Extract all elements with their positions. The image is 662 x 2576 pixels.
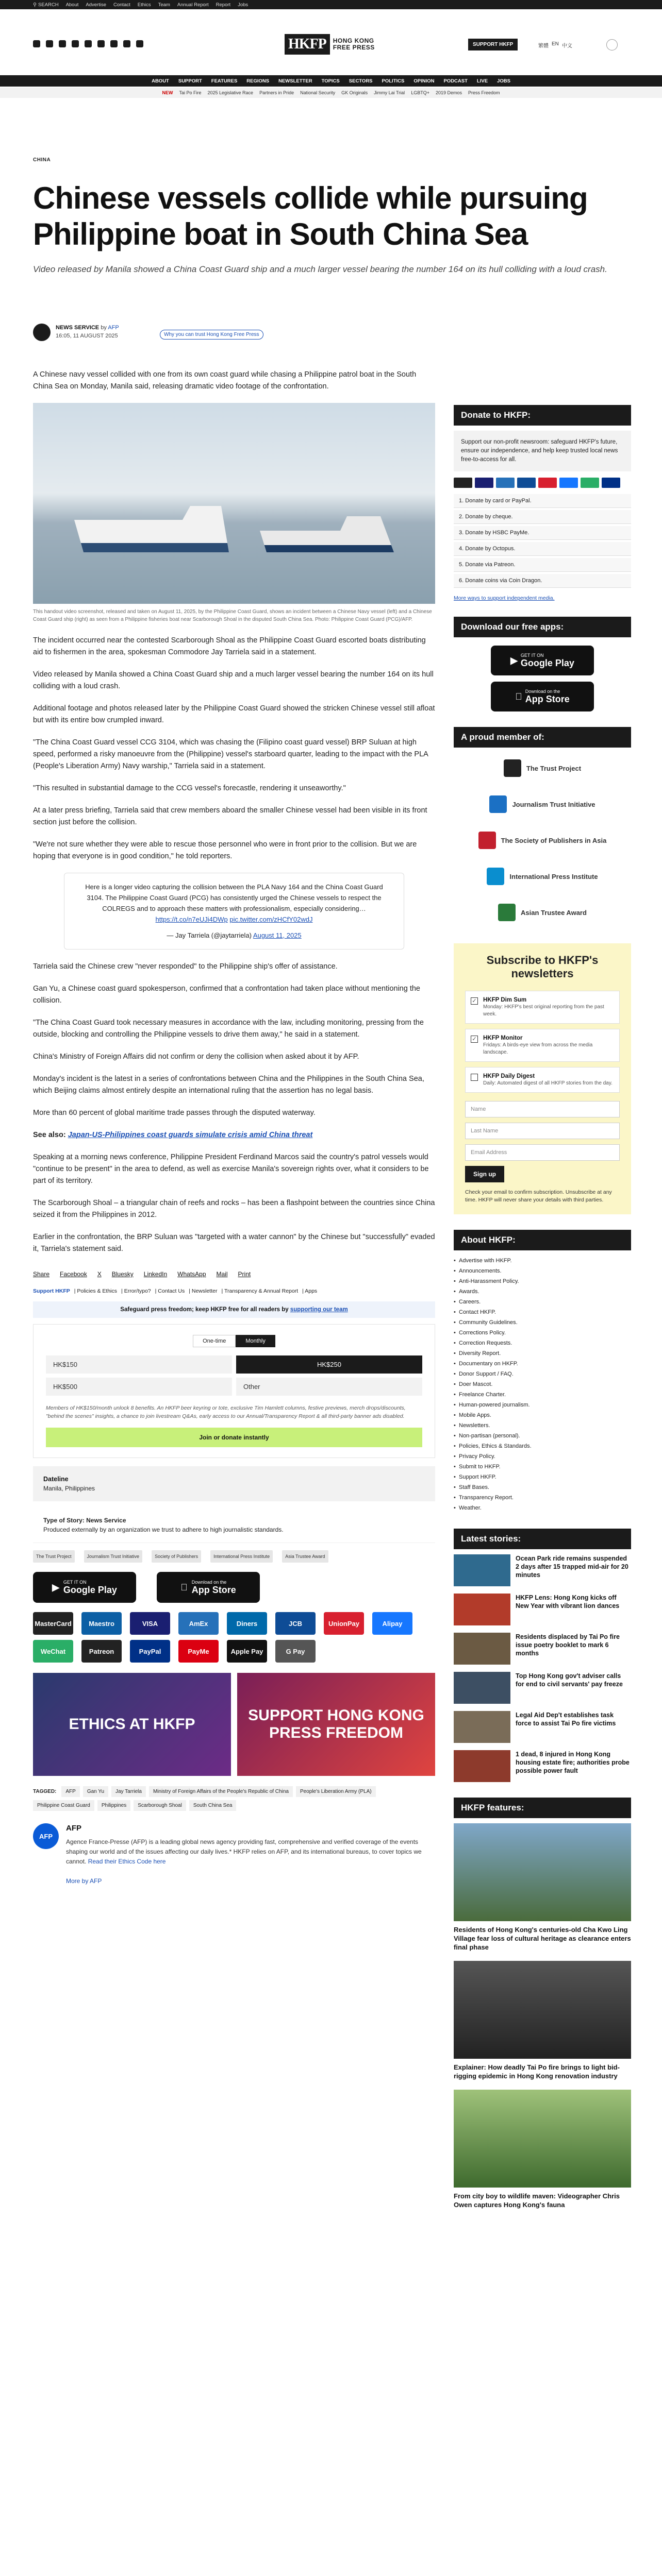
site-logo[interactable]: [285, 34, 375, 55]
about-link[interactable]: • Advertise with HKFP.: [454, 1256, 631, 1266]
logo-wordmark: HKFP: [285, 34, 330, 55]
article-paragraph: Speaking at a morning news conference, Philippine President Ferdinand Marcos said the country's patrol vessels would "continue to be present" in the area to defend, as well as exercise Manila's sovereign rights over, what it considers to be part of its territory.: [33, 1153, 429, 1185]
article-paragraph: Additional footage and photos released later by the Philippine Coast Guard showed the stricken Chinese vessel still afloat but with its entire bow crumpled inward.: [33, 704, 435, 724]
newsletter-title: Subscribe to HKFP's newsletters: [486, 954, 599, 980]
footer-link[interactable]: Support HKFP: [33, 1288, 70, 1294]
donate-option[interactable]: 3. Donate by HSBC PayMe.: [454, 526, 631, 540]
nav-jobs[interactable]: JOBS: [497, 78, 510, 84]
see-also: See also: Japan-US-Philippines coast guards simulate crisis amid China threat: [33, 1131, 313, 1139]
byline-agency[interactable]: AFP: [108, 325, 119, 331]
tag[interactable]: People's Liberation Army (PLA): [296, 1786, 376, 1797]
article-paragraph: "The China Coast Guard vessel CCG 3104, which was chasing the (Filipino coast guard vessel) BRP Suluan at high speed, performed a risky manoeuvre from the (Philippine) vessel's starboard quarter, leading to the impact with the PLA (People's Liberation Army) Navy warship," Tarriela said in a statement.: [33, 738, 428, 770]
article-category[interactable]: CHINA: [33, 157, 51, 163]
tweet-text: Here is a longer video capturing the collision between the PLA Navy 164 and the China Coast Guard 3104. The Philippine Coast Guard (PCG) has consistently urged the Chinese vessels to respect the COLREGS and to approach these matters with professionalism, especially considering…: [85, 883, 383, 912]
article-photo: [33, 403, 435, 604]
tweet-link[interactable]: https://t.co/n7eUJi4DWp: [155, 916, 228, 923]
tweet-pic-link[interactable]: pic.twitter.com/zHCfY02wdJ: [229, 916, 313, 923]
share-linkedin[interactable]: LinkedIn: [143, 1270, 168, 1278]
story-thumbnail[interactable]: [454, 1633, 510, 1665]
donation-widget: [33, 1324, 435, 1458]
share-bluesky[interactable]: Bluesky: [111, 1270, 134, 1278]
tag[interactable]: Gan Yu: [83, 1786, 108, 1797]
about-link[interactable]: • Transparency Report.: [454, 1493, 631, 1503]
story-headline[interactable]: Top Hong Kong gov't adviser calls for end to civil servants' pay freeze: [516, 1672, 623, 1688]
newsletter-option-digest[interactable]: HKFP Daily Digest Daily: Automated digest of all HKFP stories from the day.: [465, 1067, 620, 1093]
tag[interactable]: Philippines: [97, 1800, 130, 1811]
article-paragraph: The Scarborough Shoal – a triangular chain of reefs and rocks – has been a flashpoint between the countries since China seized it from the Philippines in 2012.: [33, 1199, 435, 1219]
patreon-icon: Patreon: [81, 1640, 122, 1663]
nav-regions[interactable]: REGIONS: [246, 78, 270, 84]
article-paragraph: Video released by Manila showed a China Coast Guard ship and a much larger vessel bearing the number 164 on its hull colliding with a loud crash.: [33, 670, 434, 690]
email-input[interactable]: Email Address: [465, 1144, 620, 1161]
checkbox[interactable]: ✓: [471, 997, 478, 1005]
rss-icon[interactable]: [136, 40, 143, 47]
about-link[interactable]: • Documentary on HKFP.: [454, 1359, 631, 1369]
youtube-icon[interactable]: [85, 40, 92, 47]
telegram-icon[interactable]: [110, 40, 118, 47]
jti-logo[interactable]: Journalism Trust Initiative: [84, 1550, 143, 1563]
about-link[interactable]: • Weather.: [454, 1503, 631, 1513]
feature-headline[interactable]: From city boy to wildlife maven: Videographer Chris Owen captures Hong Kong's fauna: [454, 2192, 620, 2209]
apple-pay-icon: Apple Pay: [227, 1640, 267, 1663]
trust-link[interactable]: Why you can trust Hong Kong Free Press: [160, 330, 263, 340]
mastercard-icon: MasterCard: [33, 1612, 73, 1635]
footer-link[interactable]: Transparency & Annual Report: [224, 1288, 299, 1294]
tweet-date[interactable]: August 11, 2025: [253, 931, 302, 939]
author-bio: Agence France-Presse (AFP) is a leading global news agency providing fast, comprehensive and verified coverage of the events shaping our world and of the issues affecting our daily lives.* HKFP relies on AFP, and its international bureaus, to cover topics we cannot.: [66, 1838, 422, 1865]
story-thumbnail[interactable]: [454, 1711, 510, 1743]
amount-option[interactable]: Other: [236, 1378, 422, 1396]
signup-button[interactable]: Sign up: [465, 1166, 504, 1182]
donation-note: Members of HK$150/month unlock 8 benefits. An HKFP beer keyring or tote, exclusive Tim Hamlett columns, festive previews, merch drops/discounts, "behind the scenes" insights, a chance to join livestream Q&As, early access to our Annual/Transparency Report & all third-party banner ads disabled.: [46, 1405, 406, 1419]
latest-heading: Latest stories:: [454, 1529, 631, 1549]
author-info: [66, 1823, 435, 1886]
unionpay-icon: [538, 478, 557, 488]
apple-icon: [515, 691, 522, 702]
top-utility-bar: [0, 0, 662, 9]
tag[interactable]: Jay Tarriela: [111, 1786, 146, 1797]
alipay-icon: [559, 478, 578, 488]
ethics-code-link[interactable]: Read their Ethics Code here: [88, 1858, 166, 1865]
trending-label: NEW: [162, 90, 173, 95]
sidebar: [454, 405, 631, 2218]
nav-politics[interactable]: POLITICS: [382, 78, 405, 84]
topbar-search[interactable]: ⚲ SEARCH: [33, 2, 59, 8]
story-thumbnail[interactable]: [454, 1594, 510, 1625]
newsletter-option-dimsum[interactable]: ✓ HKFP Dim Sum Monday: HKFP's best original reporting from the past week.: [465, 991, 620, 1024]
newsletter-note: Check your email to confirm subscription. Unsubscribe at any time. HKFP will never share your details with third parties.: [465, 1189, 612, 1203]
about-link[interactable]: • Diversity Report.: [454, 1348, 631, 1359]
member-logo[interactable]: Journalism Trust Initiative: [454, 789, 631, 820]
support-banner[interactable]: SUPPORT HONG KONG PRESS FREEDOM: [237, 1673, 435, 1776]
about-link[interactable]: • Privacy Policy.: [454, 1451, 631, 1462]
about-link[interactable]: • Correction Requests.: [454, 1338, 631, 1348]
member-logo[interactable]: The Society of Publishers in Asia: [454, 825, 631, 856]
about-link[interactable]: • Mobile Apps.: [454, 1410, 631, 1420]
threads-icon[interactable]: [72, 40, 79, 47]
latest-stories: [454, 1554, 631, 1782]
footer-link[interactable]: Apps: [305, 1288, 318, 1294]
story-headline[interactable]: 1 dead, 8 injured in Hong Kong housing estate fire; authorities probe possible power fault: [516, 1751, 630, 1774]
language-switcher: [538, 41, 572, 49]
topbar-report[interactable]: Report: [216, 2, 231, 8]
article-paragraph: "We're not sure whether they were able to rescue those personnel who were in front prior to the collision. But we are hoping that everyone is in good condition," he told reporters.: [33, 840, 417, 860]
tag[interactable]: South China Sea: [189, 1800, 237, 1811]
linkedin-icon[interactable]: [97, 40, 105, 47]
paypal-icon: PayPal: [130, 1640, 170, 1663]
topbar-annual-report[interactable]: Annual Report: [177, 2, 209, 8]
tweet-author: — Jay Tarriela (@jaytarriela): [167, 931, 252, 939]
tag[interactable]: AFP: [61, 1786, 79, 1797]
donation-amounts: [46, 1355, 422, 1396]
play-icon: ▶: [52, 1582, 59, 1592]
latest-story[interactable]: [454, 1672, 631, 1704]
newsletter-option-monitor[interactable]: ✓ HKFP Monitor Fridays: A birds-eye view from across the media landscape.: [465, 1029, 620, 1062]
about-link[interactable]: • Anti-Harassment Policy.: [454, 1276, 631, 1286]
share-mail[interactable]: Mail: [216, 1270, 228, 1278]
donate-option[interactable]: 2. Donate by cheque.: [454, 510, 631, 524]
google-play-button[interactable]: ▶ GET IT ON Google Play: [33, 1572, 136, 1603]
about-link[interactable]: • Newsletters.: [454, 1420, 631, 1431]
trending-item[interactable]: LGBTQ+: [411, 90, 429, 95]
amex-icon: AmEx: [178, 1612, 219, 1635]
amount-option[interactable]: HK$150: [46, 1355, 232, 1374]
article-title: Chinese vessels collide while pursuing Philippine boat in South China Sea: [33, 181, 588, 251]
photo-caption: This handout video screenshot, released and taken on August 11, 2025, by the Philippine Coast Guard, shows an incident between a Chinese Navy vessel (left) and a Chinese Coast Guard ship (right) as seen from a Philippine fisheries boat near Scarborough Shoal in the disputed South China Sea. Photo: Philippine Coast Guard (PCG)/AFP.: [33, 609, 432, 622]
article-paragraph: "The China Coast Guard took necessary measures in accordance with the law, including monitoring, pressing from the outside, blocking and controlling the Philippine vessels to drive them away," he said in a statement.: [33, 1019, 424, 1039]
dateline-box: [33, 1466, 435, 1501]
wechat-icon: WeChat: [33, 1640, 73, 1663]
trending-item[interactable]: Tai Po Fire: [179, 90, 202, 95]
visa-icon: [475, 478, 493, 488]
article-paragraph: Monday's incident is the latest in a series of confrontations between China and the Philippines in the South China Sea, which Beijing claims almost entirely despite an international ruling that the assertion has no legal basis.: [33, 1075, 424, 1095]
diners-icon: Diners: [227, 1612, 267, 1635]
app-store-buttons: [33, 1572, 435, 1603]
nav-sectors[interactable]: SECTORS: [349, 78, 373, 84]
donate-text: Support our non-profit newsroom: safeguard HKFP's future, ensure our independence, and help keep trusted local news free-to-access for all.: [454, 431, 631, 471]
donation-tabs: [46, 1335, 422, 1347]
lang-english[interactable]: EN: [552, 41, 559, 47]
member-logo[interactable]: Asian Trustee Award: [454, 897, 631, 928]
see-also-link[interactable]: Japan-US-Philippines coast guards simulate crisis amid China threat: [68, 1131, 313, 1139]
about-link[interactable]: • Careers.: [454, 1297, 631, 1307]
tags-label: TAGGED:: [33, 1789, 57, 1794]
byline-service: NEWS SERVICE: [56, 325, 100, 331]
story-headline[interactable]: Legal Aid Dep't establishes task force to assist Tai Po fire victims: [516, 1711, 616, 1727]
topbar-ethics[interactable]: Ethics: [137, 2, 151, 8]
story-headline[interactable]: HKFP Lens: Hong Kong kicks off New Year with vibrant lion dances: [516, 1594, 620, 1609]
nav-about[interactable]: ABOUT: [152, 78, 169, 84]
checkbox[interactable]: ✓: [471, 1036, 478, 1043]
story-type-box: [33, 1507, 435, 1543]
payment-methods: [33, 1640, 435, 1663]
ipi-logo[interactable]: International Press Institute: [210, 1550, 273, 1563]
story-type-value: Produced externally by an organization we trust to adhere to high journalistic standards.: [43, 1526, 284, 1533]
story-type-label: Type of Story: News Service: [43, 1517, 126, 1524]
trust-logos: [33, 1550, 435, 1563]
article-paragraph: Tarriela said the Chinese crew "never responded" to the Philippine ship's offer of assistance.: [33, 962, 338, 971]
feature-image[interactable]: [454, 2090, 631, 2188]
trust-project-logo[interactable]: The Trust Project: [33, 1550, 75, 1563]
app-store-button[interactable]: Download on the App Store: [157, 1572, 260, 1603]
article-paragraph: "This resulted in substantial damage to the CCG vessel's forecastle, rendering it unseaworthy.": [33, 784, 346, 792]
trending-item[interactable]: National Security: [300, 90, 336, 95]
nav-support[interactable]: SUPPORT: [178, 78, 202, 84]
first-name-input[interactable]: Name: [465, 1101, 620, 1117]
search-icon[interactable]: [606, 39, 618, 50]
ship-illustration: [74, 506, 229, 552]
safeguard-banner: Safeguard press freedom; keep HKFP free for all readers by supporting our team: [33, 1301, 435, 1318]
mastercard-icon: [454, 478, 472, 488]
jcb-icon: [517, 478, 536, 488]
article-intro: A Chinese navy vessel collided with one from its own coast guard while chasing a Philippine patrol boat in the South China Sea on Monday, Manila said, releasing dramatic video footage of the confrontation.: [33, 370, 417, 391]
feature-image[interactable]: [454, 1823, 631, 1921]
footer-link[interactable]: Newsletter: [191, 1288, 218, 1294]
latest-story[interactable]: [454, 1750, 631, 1782]
nav-opinion[interactable]: OPINION: [413, 78, 435, 84]
topbar-contact[interactable]: Contact: [113, 2, 130, 8]
nav-topics[interactable]: TOPICS: [321, 78, 340, 84]
trending-item[interactable]: Jimmy Lai Trial: [374, 90, 405, 95]
trending-item[interactable]: Partners in Pride: [259, 90, 294, 95]
footer-link[interactable]: Contact Us: [158, 1288, 185, 1294]
footer-link[interactable]: Error/typo?: [124, 1288, 151, 1294]
story-headline[interactable]: Ocean Park ride remains suspended 2 days after 15 trapped mid-air for 20 minutes: [516, 1555, 628, 1579]
google-pay-icon: G Pay: [275, 1640, 316, 1663]
maestro-icon: Maestro: [81, 1612, 122, 1635]
share-whatsapp[interactable]: WhatsApp: [177, 1270, 206, 1278]
topbar-advertise[interactable]: Advertise: [86, 2, 106, 8]
app-store-button[interactable]: Download on the App Store: [491, 682, 594, 711]
member-heading: A proud member of:: [454, 727, 631, 748]
share-bar: [33, 1270, 435, 1278]
author-avatar: [33, 324, 51, 341]
masthead: [0, 9, 662, 66]
x-icon[interactable]: [46, 40, 53, 47]
about-link[interactable]: • Contact HKFP.: [454, 1307, 631, 1317]
latest-story[interactable]: [454, 1711, 631, 1743]
about-link[interactable]: • Staff Bases.: [454, 1482, 631, 1493]
article-paragraph: More than 60 percent of global maritime trade passes through the disputed waterway.: [33, 1109, 316, 1117]
about-link[interactable]: • Support HKFP.: [454, 1472, 631, 1482]
about-link[interactable]: • Submit to HKFP.: [454, 1462, 631, 1472]
donate-option[interactable]: 6. Donate coins via Coin Dragon.: [454, 574, 631, 588]
topbar-jobs[interactable]: Jobs: [238, 2, 249, 8]
main-nav: [0, 75, 662, 87]
paypal-icon: [602, 478, 620, 488]
sopa-logo[interactable]: Society of Publishers: [152, 1550, 201, 1563]
article-standfirst: Video released by Manila showed a China Coast Guard ship and a much larger vessel bearing the number 164 on its hull colliding with a loud crash.: [33, 264, 607, 274]
amount-option[interactable]: HK$500: [46, 1378, 232, 1396]
nav-newsletter[interactable]: NEWSLETTER: [278, 78, 312, 84]
tweet-embed: [64, 873, 404, 950]
card-logos: [454, 478, 631, 488]
topbar-team[interactable]: Team: [158, 2, 170, 8]
nav-features[interactable]: FEATURES: [211, 78, 238, 84]
tab-one-time[interactable]: One-time: [193, 1335, 236, 1347]
share-label: Share: [33, 1270, 50, 1278]
member-logo[interactable]: International Press Institute: [454, 861, 631, 892]
article-paragraph: Earlier in the confrontation, the BRP Suluan was "targeted with a water cannon" by the Chinese but "successfully" evaded it, Tarriela's statement said.: [33, 1233, 435, 1253]
feature-headline[interactable]: Explainer: How deadly Tai Po fire brings to light bid-rigging epidemic in Hong Kong renovation industry: [454, 2063, 620, 2080]
about-link[interactable]: • Community Guidelines.: [454, 1317, 631, 1328]
ipi-icon: [487, 868, 504, 885]
about-list: [454, 1256, 631, 1513]
trending-item[interactable]: GK Originals: [341, 90, 368, 95]
support-hkfp-button[interactable]: SUPPORT HKFP: [468, 39, 518, 50]
article-body: [33, 369, 435, 1886]
nav-podcast[interactable]: PODCAST: [443, 78, 468, 84]
asia-award-icon: [498, 904, 516, 921]
trending-item[interactable]: 2025 Legislative Race: [207, 90, 254, 95]
whatsapp-icon[interactable]: [123, 40, 130, 47]
instagram-icon[interactable]: [59, 40, 66, 47]
amex-icon: [496, 478, 515, 488]
author-name[interactable]: AFP: [66, 1824, 81, 1833]
latest-story[interactable]: [454, 1594, 631, 1625]
feature-headline[interactable]: Residents of Hong Kong's centuries-old Cha Kwo Ling Village fear loss of cultural heritage as clearance enters final phase: [454, 1926, 631, 1951]
donate-option[interactable]: 4. Donate by Octopus.: [454, 542, 631, 556]
feature-stories: [454, 1823, 631, 2209]
trending-item[interactable]: 2019 Demos: [435, 90, 462, 95]
payme-icon: PayMe: [178, 1640, 219, 1663]
share-facebook[interactable]: Facebook: [60, 1270, 87, 1278]
social-links: [33, 40, 143, 47]
amount-option[interactable]: HK$250: [236, 1355, 422, 1374]
tag[interactable]: Philippine Coast Guard: [33, 1800, 94, 1811]
nav-live[interactable]: LIVE: [476, 78, 488, 84]
trending-item[interactable]: Press Freedom: [468, 90, 500, 95]
feature-story[interactable]: [454, 1823, 631, 1952]
dateline-value: Manila, Philippines: [43, 1485, 95, 1492]
story-thumbnail[interactable]: [454, 1672, 510, 1704]
article-paragraph: At a later press briefing, Tarriela said that crew members aboard the smaller Chinese vessel had been visible in its front section just before the collision.: [33, 806, 427, 826]
join-donate-button[interactable]: Join or donate instantly: [46, 1428, 422, 1447]
story-thumbnail[interactable]: [454, 1554, 510, 1586]
byline: [33, 324, 119, 341]
share-print[interactable]: Print: [238, 1270, 251, 1278]
lang-traditional[interactable]: 繁體: [538, 43, 549, 49]
asia-award-logo[interactable]: Asia Trustee Award: [282, 1550, 328, 1563]
tag[interactable]: Ministry of Foreign Affairs of the People's Republic of China: [149, 1786, 293, 1797]
ship-illustration: [260, 516, 394, 552]
about-link[interactable]: • Freelance Charter.: [454, 1389, 631, 1400]
support-team-link[interactable]: supporting our team: [290, 1307, 348, 1313]
about-heading: About HKFP:: [454, 1230, 631, 1250]
byline-meta: NEWS SERVICE by AFP 16:05, 11 AUGUST 2025: [56, 325, 119, 339]
latest-story[interactable]: [454, 1633, 631, 1665]
story-headline[interactable]: Residents displaced by Tai Po fire issue poetry booklet to mark 6 months: [516, 1633, 620, 1657]
about-link[interactable]: • Policies, Ethics & Standards.: [454, 1441, 631, 1451]
article-paragraph: Gan Yu, a Chinese coast guard spokesperson, confirmed that a confrontation had taken place without mentioning the collision.: [33, 985, 420, 1005]
article-footer-links: Support HKFP | Policies & Ethics | Error/typo? | Contact Us | Newsletter | Transparency & Annual Report | Apps: [33, 1288, 318, 1294]
byline-date: 16:05, 11 AUGUST 2025: [56, 333, 118, 339]
about-link[interactable]: • Doer Mascot.: [454, 1379, 631, 1389]
donate-option[interactable]: 1. Donate by card or PayPal.: [454, 494, 631, 508]
trending-bar: [0, 88, 662, 98]
last-name-input[interactable]: Last Name: [465, 1123, 620, 1139]
author-box: [33, 1823, 435, 1886]
article-paragraph: The incident occurred near the contested Scarborough Shoal as the Philippine Coast Guard escorted boats distributing aid to fishermen in the area, spokesman Commodore Jay Tarriela said in a statement.: [33, 636, 426, 656]
article-paragraph: China's Ministry of Foreign Affairs did not confirm or deny the collision when asked about it by AFP.: [33, 1053, 359, 1061]
about-link[interactable]: • Donor Support / FAQ.: [454, 1369, 631, 1379]
tab-monthly[interactable]: Monthly: [236, 1335, 275, 1347]
apple-icon: [180, 1582, 188, 1593]
play-icon: ▶: [510, 655, 518, 666]
story-thumbnail[interactable]: [454, 1750, 510, 1782]
alipay-icon: Alipay: [372, 1612, 412, 1635]
jcb-icon: JCB: [275, 1612, 316, 1635]
lang-chinese[interactable]: 中文: [561, 43, 572, 49]
about-link[interactable]: • Awards.: [454, 1286, 631, 1297]
more-by-author-link[interactable]: More by AFP: [66, 1877, 102, 1885]
donate-option[interactable]: 5. Donate via Patreon.: [454, 558, 631, 572]
features-heading: HKFP features:: [454, 1798, 631, 1818]
donate-heading: Donate to HKFP:: [454, 405, 631, 426]
about-link[interactable]: • Announcements.: [454, 1266, 631, 1276]
apps-heading: Download our free apps:: [454, 617, 631, 637]
feature-story[interactable]: [454, 2090, 631, 2209]
payment-methods: [33, 1612, 435, 1635]
tag[interactable]: Scarborough Shoal: [134, 1800, 186, 1811]
feature-image[interactable]: [454, 1961, 631, 2059]
unionpay-icon: UnionPay: [324, 1612, 364, 1635]
article-tags: [33, 1786, 435, 1811]
checkbox[interactable]: [471, 1074, 478, 1081]
visa-icon: VISA: [130, 1612, 170, 1635]
latest-story[interactable]: [454, 1554, 631, 1586]
facebook-icon[interactable]: [33, 40, 40, 47]
feature-story[interactable]: [454, 1961, 631, 2080]
newsletter-signup: [454, 943, 631, 1214]
footer-link[interactable]: Policies & Ethics: [77, 1288, 118, 1294]
ethics-banner[interactable]: ETHICS AT HKFP: [33, 1673, 231, 1776]
wechat-icon: [581, 478, 599, 488]
logo-tagline: HONG KONG FREE PRESS: [333, 37, 375, 51]
topbar-about[interactable]: About: [65, 2, 79, 8]
jti-icon: [489, 795, 507, 813]
more-ways-link[interactable]: More ways to support independent media.: [454, 595, 555, 601]
trust-project-icon: [504, 759, 521, 777]
about-link[interactable]: • Corrections Policy.: [454, 1328, 631, 1338]
sopa-icon: [478, 832, 496, 849]
dateline-label: Dateline: [43, 1476, 69, 1483]
author-logo[interactable]: AFP: [33, 1823, 59, 1849]
google-play-button[interactable]: ▶ GET IT ON Google Play: [491, 646, 594, 675]
member-logo[interactable]: The Trust Project: [454, 753, 631, 784]
promo-banners: [33, 1673, 435, 1776]
about-link[interactable]: • Non-partisan (personal).: [454, 1431, 631, 1441]
share-x[interactable]: X: [97, 1270, 102, 1278]
about-link[interactable]: • Human-powered journalism.: [454, 1400, 631, 1410]
